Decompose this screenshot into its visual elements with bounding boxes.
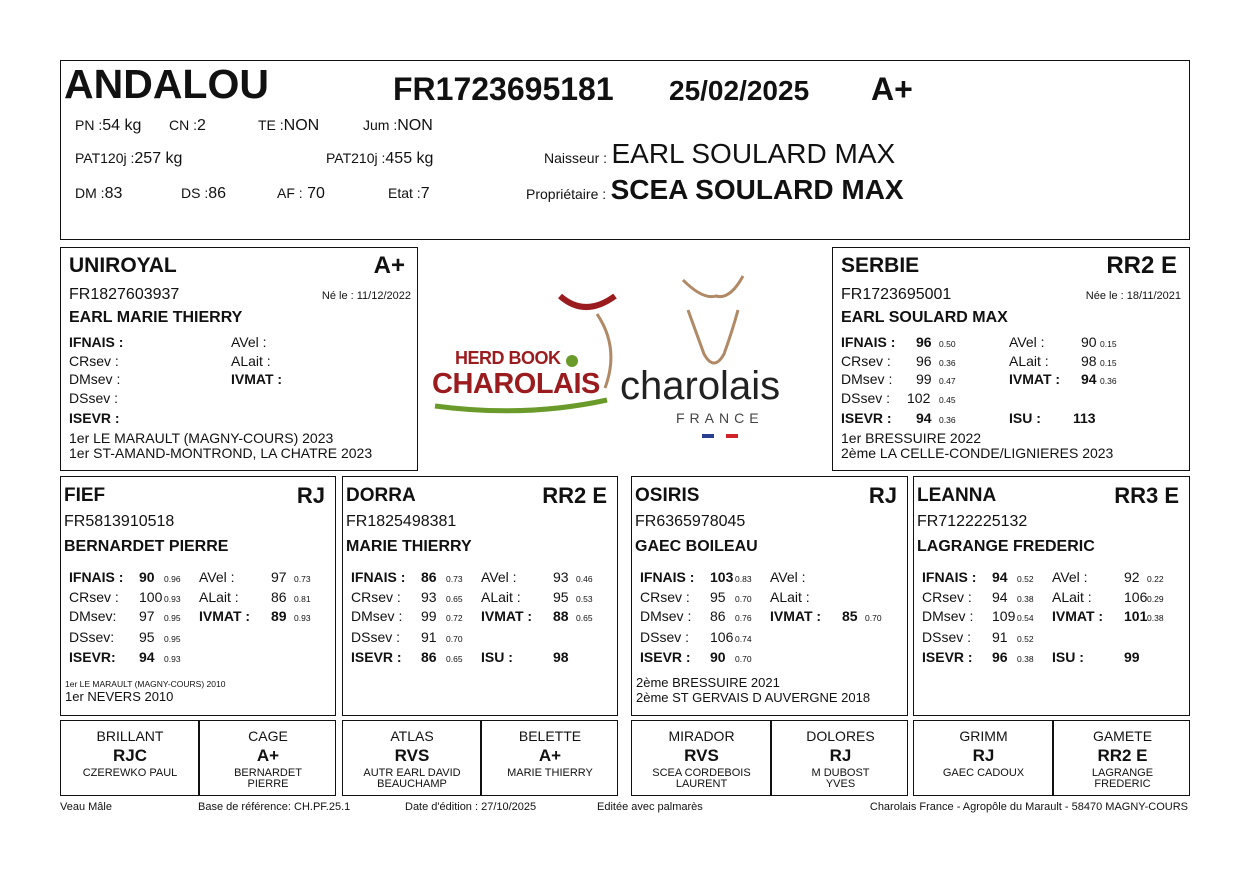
- dm-value: 83: [104, 185, 123, 202]
- gp-palm-1: 1er NEVERS 2010: [65, 689, 174, 704]
- dam-ivmat: IVMAT : 94 0.36: [1009, 371, 1117, 387]
- gp-name: FIEF: [64, 485, 106, 506]
- gp-isevr: ISEVR : 90 0.70: [640, 649, 752, 665]
- pat120-value: 257 kg: [134, 150, 183, 167]
- charolais-word: charolais: [620, 364, 781, 408]
- great-grandparent-cell: [343, 721, 481, 795]
- french-flag-icon: [702, 434, 740, 438]
- animal-date: 25/02/2025: [669, 75, 810, 106]
- ggp-breeder-1: M DUBOST: [811, 767, 870, 779]
- gp-palm-1: 2ème BRESSUIRE 2021: [636, 675, 780, 690]
- grandparent-card: [342, 476, 618, 716]
- gp-name: OSIRIS: [635, 485, 700, 506]
- great-grandparent-cell: [632, 721, 771, 795]
- great-grandparent-cell: [61, 721, 199, 795]
- gp-palm-small: 1er LE MARAULT (MAGNY-COURS) 2010: [65, 679, 226, 689]
- dam-avel: AVel : 90 0.15: [1009, 334, 1117, 350]
- gp-grade: RR2 E: [542, 483, 607, 508]
- great-grandparent-cell: [199, 721, 337, 795]
- gp-alait: ALait : 86 0.81: [199, 589, 311, 605]
- dam-grade: RR2 E: [1106, 252, 1177, 279]
- dam-dssev: DSsev : 102 0.45: [841, 390, 956, 406]
- sire-card: [60, 247, 418, 471]
- ggp-name: BELETTE: [518, 728, 582, 744]
- sire-grade: A+: [373, 252, 405, 279]
- gp-alait: ALait : 95 0.53: [481, 589, 593, 605]
- ds-value: 86: [208, 185, 227, 202]
- ggp-name: GAMETE: [1092, 728, 1153, 744]
- ggp-breeder-1: BERNARDET: [234, 767, 302, 779]
- cn-value: 2: [197, 117, 206, 134]
- jum-value: NON: [397, 117, 433, 134]
- pat210-field: PAT210j :455 kg: [326, 150, 434, 167]
- gp-id: FR7122225132: [917, 513, 1028, 530]
- sire-ifnais: IFNAIS :: [69, 334, 124, 350]
- gp-id: FR6365978045: [635, 513, 746, 530]
- herdbook-charolais-logo: [425, 288, 625, 418]
- sire-ivmat: IVMAT :: [231, 371, 283, 387]
- gp-isevr: ISEVR : 96 0.38: [922, 649, 1034, 665]
- sire-palm-1: 1er LE MARAULT (MAGNY-COURS) 2023: [69, 430, 334, 446]
- proprietaire-field: Propriétaire : SCEA SOULARD MAX: [526, 174, 904, 205]
- ggp-breeder-2: PIERRE: [247, 778, 289, 790]
- gp-dssev: DSsev: 95 0.95: [69, 629, 181, 645]
- gp-crsev: CRsev : 100 0.93: [69, 589, 181, 605]
- ggp-grade: RR2 E: [1097, 746, 1148, 765]
- ggp-name: ATLAS: [390, 728, 434, 744]
- footer-base: Base de référence: CH.PF.25.1: [198, 801, 351, 813]
- animal-grade: A+: [871, 71, 913, 107]
- gp-crsev: CRsev : 94 0.38: [922, 589, 1034, 605]
- gp-alait: ALait : 106 0.29: [1052, 589, 1164, 605]
- gp-dmsev: DMsev : 86 0.76: [640, 608, 752, 624]
- gp-isevr: ISEVR: 94 0.93: [69, 649, 181, 665]
- france-word: FRANCE: [676, 410, 764, 426]
- gp-ifnais: IFNAIS : 86 0.73: [351, 569, 463, 585]
- gp-dmsev: DMsev : 99 0.72: [351, 608, 463, 624]
- grandparent-card: [631, 476, 908, 716]
- animal-id: FR1723695181: [393, 71, 614, 107]
- dam-palm-1: 1er BRESSUIRE 2022: [841, 430, 982, 446]
- gp-crsev: CRsev : 93 0.65: [351, 589, 463, 605]
- gp-id: FR1825498381: [346, 513, 457, 530]
- gp-ifnais: IFNAIS : 103 0.83: [640, 569, 752, 585]
- gp-dssev: DSsev : 106 0.74: [640, 629, 752, 645]
- animal-name: ANDALOU: [64, 61, 269, 107]
- dam-palm-2: 2ème LA CELLE-CONDE/LIGNIERES 2023: [841, 445, 1114, 461]
- great-grandparent-pair: [342, 720, 618, 796]
- grandparent-card: [913, 476, 1190, 716]
- gp-id: FR5813910518: [64, 513, 175, 530]
- ggp-breeder-1: AUTR EARL DAVID: [363, 767, 461, 779]
- sire-id: FR1827603937: [69, 286, 180, 303]
- naisseur-value: EARL SOULARD MAX: [611, 138, 896, 169]
- gp-isu: ISU : 98: [481, 649, 569, 665]
- dam-born: Née le : 18/11/2021: [1085, 290, 1181, 302]
- gp-ifnais: IFNAIS : 90 0.96: [69, 569, 181, 585]
- etat-value: 7: [420, 185, 430, 202]
- gp-ifnais: IFNAIS : 94 0.52: [922, 569, 1034, 585]
- gp-breeder: MARIE THIERRY: [346, 538, 472, 555]
- ggp-breeder-2: FREDERIC: [1094, 778, 1151, 790]
- great-grandparent-cell: [481, 721, 619, 795]
- gp-dmsev: DMsev : 109 0.54: [922, 608, 1034, 624]
- herdbook-line1: HERD BOOK: [455, 348, 561, 368]
- ggp-breeder-1: MARIE THIERRY: [507, 767, 593, 779]
- pn-field: PN :54 kg: [75, 117, 142, 134]
- herdbook-line2: CHAROLAIS: [432, 368, 600, 400]
- ggp-name: DOLORES: [806, 728, 875, 744]
- gp-crsev: CRsev : 95 0.70: [640, 589, 752, 605]
- great-grandparent-pair: [60, 720, 336, 796]
- great-grandparent-cell: [914, 721, 1053, 795]
- ggp-breeder-1: LAGRANGE: [1091, 767, 1154, 779]
- dam-isevr: ISEVR : 94 0.36: [841, 410, 956, 426]
- dam-dmsev: DMsev : 99 0.47: [841, 371, 956, 387]
- etat-field: Etat :7: [388, 185, 430, 202]
- gp-isevr: ISEVR : 86 0.65: [351, 649, 463, 665]
- gp-ivmat: IVMAT : 89 0.93: [199, 608, 311, 624]
- ggp-grade: RJC: [112, 746, 147, 765]
- dam-alait: ALait : 98 0.15: [1009, 353, 1117, 369]
- ggp-name: CAGE: [248, 728, 288, 744]
- dm-field: DM :83: [75, 185, 123, 202]
- ggp-breeder-2: YVES: [825, 778, 856, 790]
- gp-avel: AVel : 97 0.73: [199, 569, 311, 585]
- gp-ivmat: IVMAT : 101 0.38: [1052, 608, 1164, 624]
- dam-card: [832, 247, 1190, 471]
- gp-alait: ALait :: [770, 589, 810, 605]
- great-grandparent-pair: [631, 720, 908, 796]
- sire-crsev: CRsev :: [69, 353, 119, 369]
- ggp-grade: RVS: [394, 746, 430, 765]
- jum-field: Jum :NON: [363, 117, 433, 134]
- dam-isu: ISU : 113: [1009, 410, 1096, 426]
- ggp-name: MIRADOR: [668, 728, 735, 744]
- dam-name: SERBIE: [841, 254, 920, 277]
- gp-grade: RR3 E: [1114, 483, 1179, 508]
- ggp-grade: A+: [256, 746, 280, 765]
- great-grandparent-pair: [913, 720, 1190, 796]
- proprietaire-value: SCEA SOULARD MAX: [610, 174, 904, 205]
- ggp-grade: A+: [538, 746, 562, 765]
- naisseur-field: Naisseur : EARL SOULARD MAX: [544, 138, 896, 169]
- ggp-breeder-1: SCEA CORDEBOIS: [652, 767, 751, 779]
- af-value: 70: [307, 185, 325, 202]
- sire-dmsev: DMsev :: [69, 371, 121, 387]
- dam-breeder: EARL SOULARD MAX: [841, 309, 1008, 326]
- animal-header: [60, 60, 1190, 240]
- dam-crsev: CRsev : 96 0.36: [841, 353, 956, 369]
- te-value: NON: [283, 117, 320, 134]
- sire-avel: AVel :: [231, 334, 267, 350]
- af-field: AF : 70: [277, 185, 325, 202]
- ds-field: DS :86: [181, 185, 227, 202]
- gp-breeder: GAEC BOILEAU: [635, 538, 758, 555]
- sire-palm-2: 1er ST-AMAND-MONTROND, LA CHATRE 2023: [69, 445, 373, 461]
- footer-edition: Date d'édition : 27/10/2025: [405, 801, 537, 813]
- ggp-breeder-1: GAEC CADOUX: [942, 767, 1025, 779]
- sire-alait: ALait :: [231, 353, 271, 369]
- ggp-breeder-1: CZEREWKO PAUL: [82, 767, 178, 779]
- gp-dssev: DSsev : 91 0.52: [922, 629, 1034, 645]
- sire-isevr: ISEVR :: [69, 410, 120, 426]
- gp-grade: RJ: [296, 483, 325, 508]
- gp-breeder: BERNARDET PIERRE: [64, 538, 229, 555]
- grandparent-card: [60, 476, 336, 716]
- dam-id: FR1723695001: [841, 286, 952, 303]
- sire-dssev: DSsev :: [69, 390, 119, 406]
- footer-palmares: Editée avec palmarès: [597, 801, 703, 813]
- gp-grade: RJ: [868, 483, 897, 508]
- ggp-grade: RJ: [972, 746, 995, 765]
- pn-value: 54 kg: [102, 117, 142, 134]
- sire-name: UNIROYAL: [69, 254, 177, 277]
- ggp-grade: RJ: [829, 746, 852, 765]
- footer-org: Charolais France - Agropôle du Marault - 58470 MAGNY-COURS: [869, 801, 1188, 813]
- gp-avel: AVel : 92 0.22: [1052, 569, 1164, 585]
- ggp-grade: RVS: [684, 746, 719, 765]
- ggp-breeder-2: BEAUCHAMP: [377, 778, 447, 790]
- gp-isu: ISU : 99: [1052, 649, 1140, 665]
- gp-name: LEANNA: [917, 485, 997, 506]
- gp-avel: AVel :: [770, 569, 806, 585]
- gp-ivmat: IVMAT : 85 0.70: [770, 608, 882, 624]
- te-field: TE :NON: [258, 117, 320, 134]
- ggp-name: BRILLANT: [96, 728, 164, 744]
- pat120-field: PAT120j :257 kg: [75, 150, 183, 167]
- gp-palm-2: 2ème ST GERVAIS D AUVERGNE 2018: [636, 690, 871, 705]
- great-grandparent-cell: [1053, 721, 1192, 795]
- gp-avel: AVel : 93 0.46: [481, 569, 593, 585]
- pat210-value: 455 kg: [385, 150, 434, 167]
- gp-name: DORRA: [346, 485, 416, 506]
- gp-dmsev: DMsev: 97 0.95: [69, 608, 181, 624]
- dam-ifnais: IFNAIS : 96 0.50: [841, 334, 956, 350]
- gp-breeder: LAGRANGE FREDERIC: [917, 538, 1095, 555]
- gp-dssev: DSsev : 91 0.70: [351, 629, 463, 645]
- charolais-france-logo: [618, 272, 828, 442]
- gp-ivmat: IVMAT : 88 0.65: [481, 608, 593, 624]
- ggp-breeder-2: LAURENT: [675, 778, 728, 790]
- great-grandparent-cell: [771, 721, 910, 795]
- cn-field: CN :2: [169, 117, 206, 134]
- sire-born: Né le : 11/12/2022: [321, 290, 411, 302]
- ggp-name: GRIMM: [959, 728, 1008, 744]
- footer-type: Veau Mâle: [60, 801, 112, 813]
- sire-breeder: EARL MARIE THIERRY: [69, 309, 243, 326]
